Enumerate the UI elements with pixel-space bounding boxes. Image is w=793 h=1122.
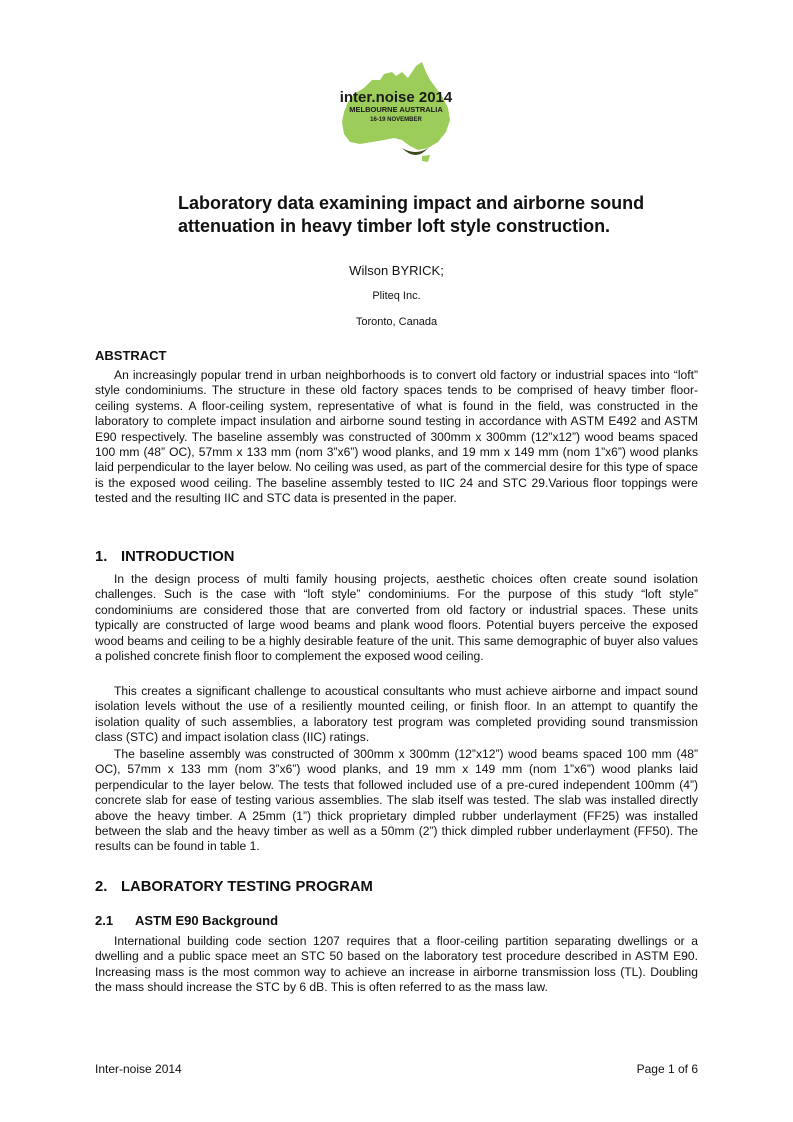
- author-name: Wilson BYRICK;: [349, 263, 444, 278]
- section-heading-lab-testing: [95, 879, 373, 895]
- author-location: Toronto, Canada: [355, 316, 438, 328]
- section-number: 2.: [95, 879, 108, 895]
- section-number: 1.: [95, 549, 108, 565]
- abstract-text: An increasingly popular trend in urban neighborhoods is to convert old factory or industrial spaces into “loft” style condominiums. The structure in these old factory spaces tends to be comprised of heavy timber floor-ceiling systems. A floor-ceiling system, representative of what is found in the field, was constructed in the laboratory to complete impact insulation and airborne sound testing in accordance with ASTM E492 and ASTM E90 respectively. The baseline assembly was constructed of 300mm x 300mm (12”x12”) wood beams spaced 100 mm (48” OC), 57mm x 133 mm (nom 3”x6”) wood planks, and 19 mm x 149 mm (nom 1”x6”) wood planks laid perpendicular to the layer below. No ceiling was used, as part of the commercial desire for this type of space is the exposed wood ceiling. The baseline assembly tested to IIC 24 and STC 29.Various floor toppings were tested and the resulting IIC and STC data is presented in the paper.: [95, 368, 698, 506]
- intro-paragraph-1: In the design process of multi family housing projects, aesthetic choices often create sound isolation challenges. Such is the case with “loft style” condominiums. For the purpose of this study “loft style” condominiums are considered those that are converted from old factory or industrial spaces. These units typically are constructed of large wood beams and plank wood floors. Potential buyers perceive the exposed wood beams and ceiling to be a highly desirable feature of the unit. This same demographic of buyer also values a polished concrete finish floor to complement the exposed wood ceiling.: [95, 572, 698, 664]
- intro-paragraph-3: The baseline assembly was constructed of 300mm x 300mm (12”x12”) wood beams spaced 100 mm (48” OC), 57mm x 133 mm (nom 3”x6”) wood planks, and 19 mm x 149 mm (nom 1”x6”) wood planks laid perpendicular to the layer below. The tests that followed included use of a pre-cured independent 100mm (4”) concrete slab for ease of testing various assemblies. The slab itself was tested. The slab was installed directly above the heavy timber. A 25mm (1”) thick proprietary dimpled rubber underlayment (FF25) was installed between the slab and the heavy timber as well as a 50mm (2”) thick dimpled rubber underlayment (FF50). The results can be found in table 1.: [95, 747, 698, 854]
- abstract-heading: ABSTRACT: [95, 348, 167, 363]
- subsection-heading-astm-e90: [95, 913, 278, 928]
- logo-dates: 16-19 NOVEMBER: [370, 117, 422, 123]
- title-line: attenuation in heavy timber loft style construction.: [178, 216, 611, 236]
- logo-title: inter.noise 2014: [339, 89, 453, 106]
- tasmania-shape: [422, 155, 430, 162]
- section-heading-introduction: [95, 549, 234, 565]
- logo-location: MELBOURNE AUSTRALIA: [349, 105, 443, 114]
- conference-logo: [330, 58, 462, 166]
- astm-e90-paragraph: International building code section 1207 requires that a floor-ceiling partition separating dwellings or a dwelling and a public space meet an STC 50 based on the laboratory test procedure described in ASTM E90. Increasing mass is the most common way to achieve an increase in airborne transmission loss (TL). Doubling the mass should increase the STC by 6 dB. This is often referred to as the mass law.: [95, 934, 698, 995]
- section-title: INTRODUCTION: [121, 549, 235, 565]
- paper-title: [178, 192, 698, 238]
- footer-conference: Inter-noise 2014: [95, 1062, 182, 1076]
- intro-paragraph-2: This creates a significant challenge to acoustical consultants who must achieve airborne and impact sound isolation levels without the use of a resiliently mounted ceiling, or finish floor. In an attempt to quantify the isolation quality of such assemblies, a laboratory test program was completed providing sound transmission class (STC) and impact isolation class (IIC) ratings.: [95, 684, 698, 745]
- section-title: LABORATORY TESTING PROGRAM: [121, 879, 373, 895]
- boomerang-shape: [402, 148, 428, 155]
- author-affiliation: Pliteq Inc.: [372, 290, 421, 302]
- title-line: Laboratory data examining impact and airborne sound: [178, 193, 645, 213]
- subsection-title: ASTM E90 Background: [135, 913, 279, 928]
- australia-map-logo: [330, 58, 462, 166]
- footer-page-number: Page 1 of 6: [636, 1062, 698, 1076]
- subsection-number: 2.1: [95, 913, 114, 928]
